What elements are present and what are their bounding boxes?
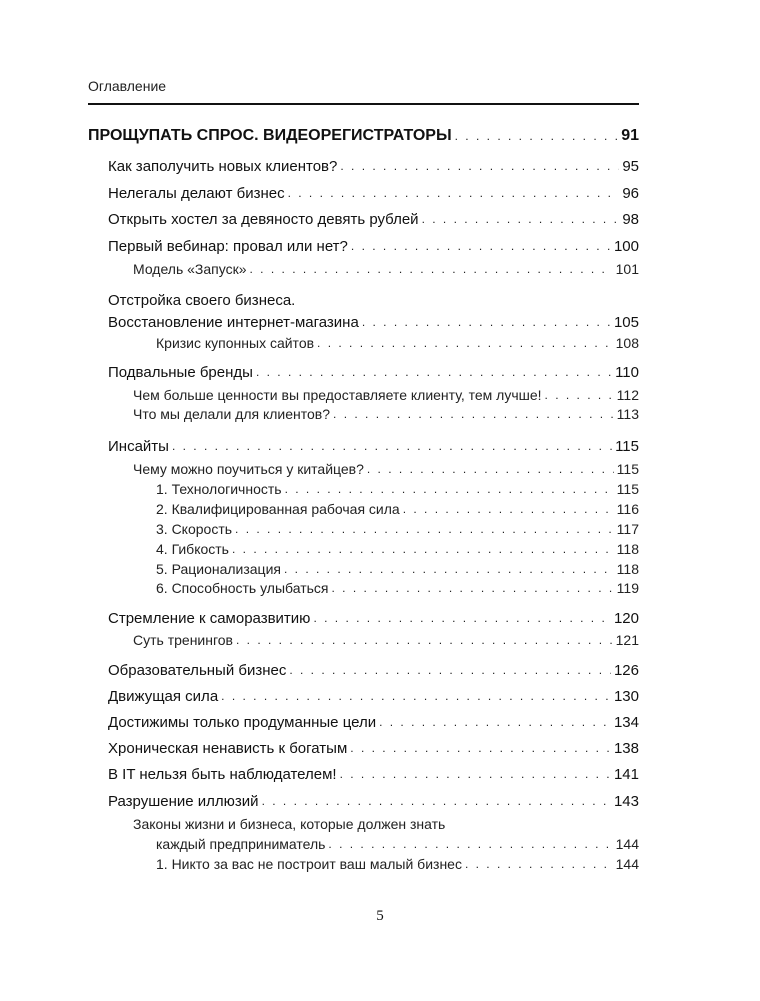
toc-entry — [156, 854, 639, 874]
toc-entry — [108, 764, 639, 784]
toc-leader-dots — [350, 741, 611, 755]
toc-entry-title: Открыть хостел за девяносто девять рублей — [108, 210, 419, 228]
toc-entry — [108, 183, 639, 203]
toc-entry-title: Кризис купонных сайтов — [156, 335, 315, 351]
toc-entry — [108, 209, 639, 229]
toc-entry-page: 112 — [616, 387, 639, 403]
toc-entry — [108, 660, 639, 680]
toc-leader-dots — [236, 633, 613, 647]
toc-entry-page: 115 — [616, 461, 639, 477]
toc-entry-page: 130 — [613, 687, 639, 705]
toc-entry-title: Отстройка своего бизнеса. — [108, 291, 296, 309]
toc-entry — [108, 290, 639, 310]
toc-leader-dots — [340, 767, 611, 781]
toc-entry-page: 101 — [615, 261, 639, 277]
toc-leader-dots — [403, 502, 614, 516]
toc-leader-dots — [232, 542, 614, 556]
toc-entry-title: Что мы делали для клиентов? — [133, 406, 331, 422]
toc-entry-title: Первый вебинар: провал или нет? — [108, 237, 348, 255]
page-number: 5 — [376, 908, 384, 924]
toc-leader-dots — [221, 689, 611, 703]
toc-entry-title: Восстановление интернет-магазина — [108, 313, 359, 331]
toc-entry-page: 113 — [616, 406, 639, 422]
toc-entry — [156, 559, 639, 579]
toc-leader-dots — [351, 239, 611, 253]
toc-entry — [108, 712, 639, 732]
toc-entry — [108, 686, 639, 706]
toc-entry-title: Стремление к саморазвитию — [108, 609, 311, 627]
toc-entry-title: 1. Технологичность — [156, 481, 282, 497]
toc-entry-page: 143 — [613, 792, 639, 810]
toc-entry-title: Инсайты — [108, 437, 169, 455]
toc-leader-dots — [362, 315, 611, 329]
toc-entry — [108, 738, 639, 758]
toc-entry-title: Разрушение иллюзий — [108, 792, 259, 810]
toc-entry — [156, 479, 639, 499]
toc-entry-page: 119 — [616, 580, 639, 596]
toc-entry — [133, 814, 639, 834]
toc-entry-page: 96 — [622, 184, 639, 202]
toc-entry — [133, 459, 639, 479]
toc-entry-page: 117 — [616, 521, 639, 537]
toc-entry-title: Образовательный бизнес — [108, 661, 287, 679]
toc-entry-title: Законы жизни и бизнеса, которые должен знать — [133, 816, 446, 832]
toc-entry-page: 100 — [613, 237, 639, 255]
toc-entry-title: ПРОЩУПАТЬ СПРОС. ВИДЕОРЕГИСТРАТОРЫ — [88, 127, 452, 144]
toc-entry-title: 4. Гибкость — [156, 541, 229, 557]
toc-entry-page: 144 — [615, 836, 639, 852]
toc-entry-page: 108 — [615, 335, 639, 351]
toc-entry-page: 121 — [615, 632, 639, 648]
toc-leader-dots — [379, 715, 611, 729]
toc-entry-title: Чем больше ценности вы предоставляете клиенту, тем лучше! — [133, 387, 542, 403]
toc-entry — [133, 259, 639, 279]
toc-entry — [108, 362, 639, 382]
toc-leader-dots — [367, 462, 614, 476]
toc-entry-title: 2. Квалифицированная рабочая сила — [156, 501, 400, 517]
toc-leader-dots — [284, 562, 614, 576]
toc-leader-dots — [328, 837, 612, 851]
toc-leader-dots — [288, 186, 620, 200]
toc-entry — [156, 333, 639, 353]
toc-entry-title: Модель «Запуск» — [133, 261, 247, 277]
toc-entry-page: 134 — [613, 713, 639, 731]
toc-entry-page: 115 — [615, 437, 639, 455]
toc-entry — [108, 608, 639, 628]
toc-entry-page: 95 — [622, 157, 639, 175]
running-header: Оглавление — [88, 78, 167, 94]
toc-entry-title: каждый предприниматель — [156, 836, 326, 852]
toc-entry — [156, 539, 639, 559]
toc-entry-page: 141 — [613, 765, 639, 783]
toc-leader-dots — [250, 262, 613, 276]
toc-entry-page: 98 — [622, 210, 639, 228]
toc-entry-title: Чему можно поучиться у китайцев? — [133, 461, 364, 477]
toc-leader-dots — [235, 522, 614, 536]
toc-leader-dots — [465, 857, 613, 871]
toc-entry-title: 3. Скорость — [156, 521, 233, 537]
toc-leader-dots — [422, 212, 620, 226]
toc-leader-dots — [545, 388, 614, 402]
toc-entry-page: 120 — [613, 609, 639, 627]
toc-entry-page: 91 — [621, 127, 639, 144]
toc-entry-page: 105 — [613, 313, 639, 331]
toc-entry-title: В IT нельзя быть наблюдателем! — [108, 765, 337, 783]
toc-entry — [156, 499, 639, 519]
toc-entry — [156, 578, 639, 598]
toc-entry-page: 116 — [616, 501, 639, 517]
toc-entry-page: 118 — [616, 561, 639, 577]
toc-leader-dots — [340, 159, 619, 173]
toc-entry — [108, 436, 639, 456]
toc-leader-dots — [333, 407, 614, 421]
toc-entry-page: 138 — [613, 739, 639, 757]
toc-entry — [108, 791, 639, 811]
toc-entry-page: 110 — [615, 363, 639, 381]
toc-leader-dots — [256, 365, 612, 379]
toc-entry-title: Нелегалы делают бизнес — [108, 184, 285, 202]
toc-entry-title: Суть тренингов — [133, 632, 233, 648]
toc-entry-page: 118 — [616, 541, 639, 557]
toc-leader-dots — [455, 129, 619, 143]
toc-entry — [108, 312, 639, 332]
toc-entry — [108, 236, 639, 256]
toc-entry-title: Движущая сила — [108, 687, 219, 705]
toc-entry — [133, 385, 639, 405]
toc-entry-title: Достижимы только продуманные цели — [108, 713, 377, 731]
toc-entry-title: 6. Способность улыбаться — [156, 580, 329, 596]
toc-entry-title: Подвальные бренды — [108, 363, 253, 381]
toc-leader-dots — [332, 581, 614, 595]
toc-leader-dots — [262, 794, 611, 808]
toc-entry — [156, 519, 639, 539]
toc-entry — [156, 834, 639, 854]
toc-entry-page: 144 — [615, 856, 639, 872]
toc-leader-dots — [285, 482, 614, 496]
toc-leader-dots — [317, 336, 613, 350]
toc-entry-title: Хроническая ненависть к богатым — [108, 739, 348, 757]
toc-leader-dots — [289, 663, 611, 677]
toc-leader-dots — [172, 439, 612, 453]
toc-entry-title: Как заполучить новых клиентов? — [108, 157, 338, 175]
toc-entry-title: 5. Рационализация — [156, 561, 281, 577]
toc-entry — [133, 630, 639, 650]
toc-entry-page: 126 — [613, 661, 639, 679]
toc-entry — [88, 126, 639, 146]
toc-entry — [133, 404, 639, 424]
toc-leader-dots — [313, 611, 611, 625]
toc-entry — [108, 156, 639, 176]
toc-entry-title: 1. Никто за вас не построит ваш малый бизнес — [156, 856, 462, 872]
toc-entry-page: 115 — [616, 481, 639, 497]
